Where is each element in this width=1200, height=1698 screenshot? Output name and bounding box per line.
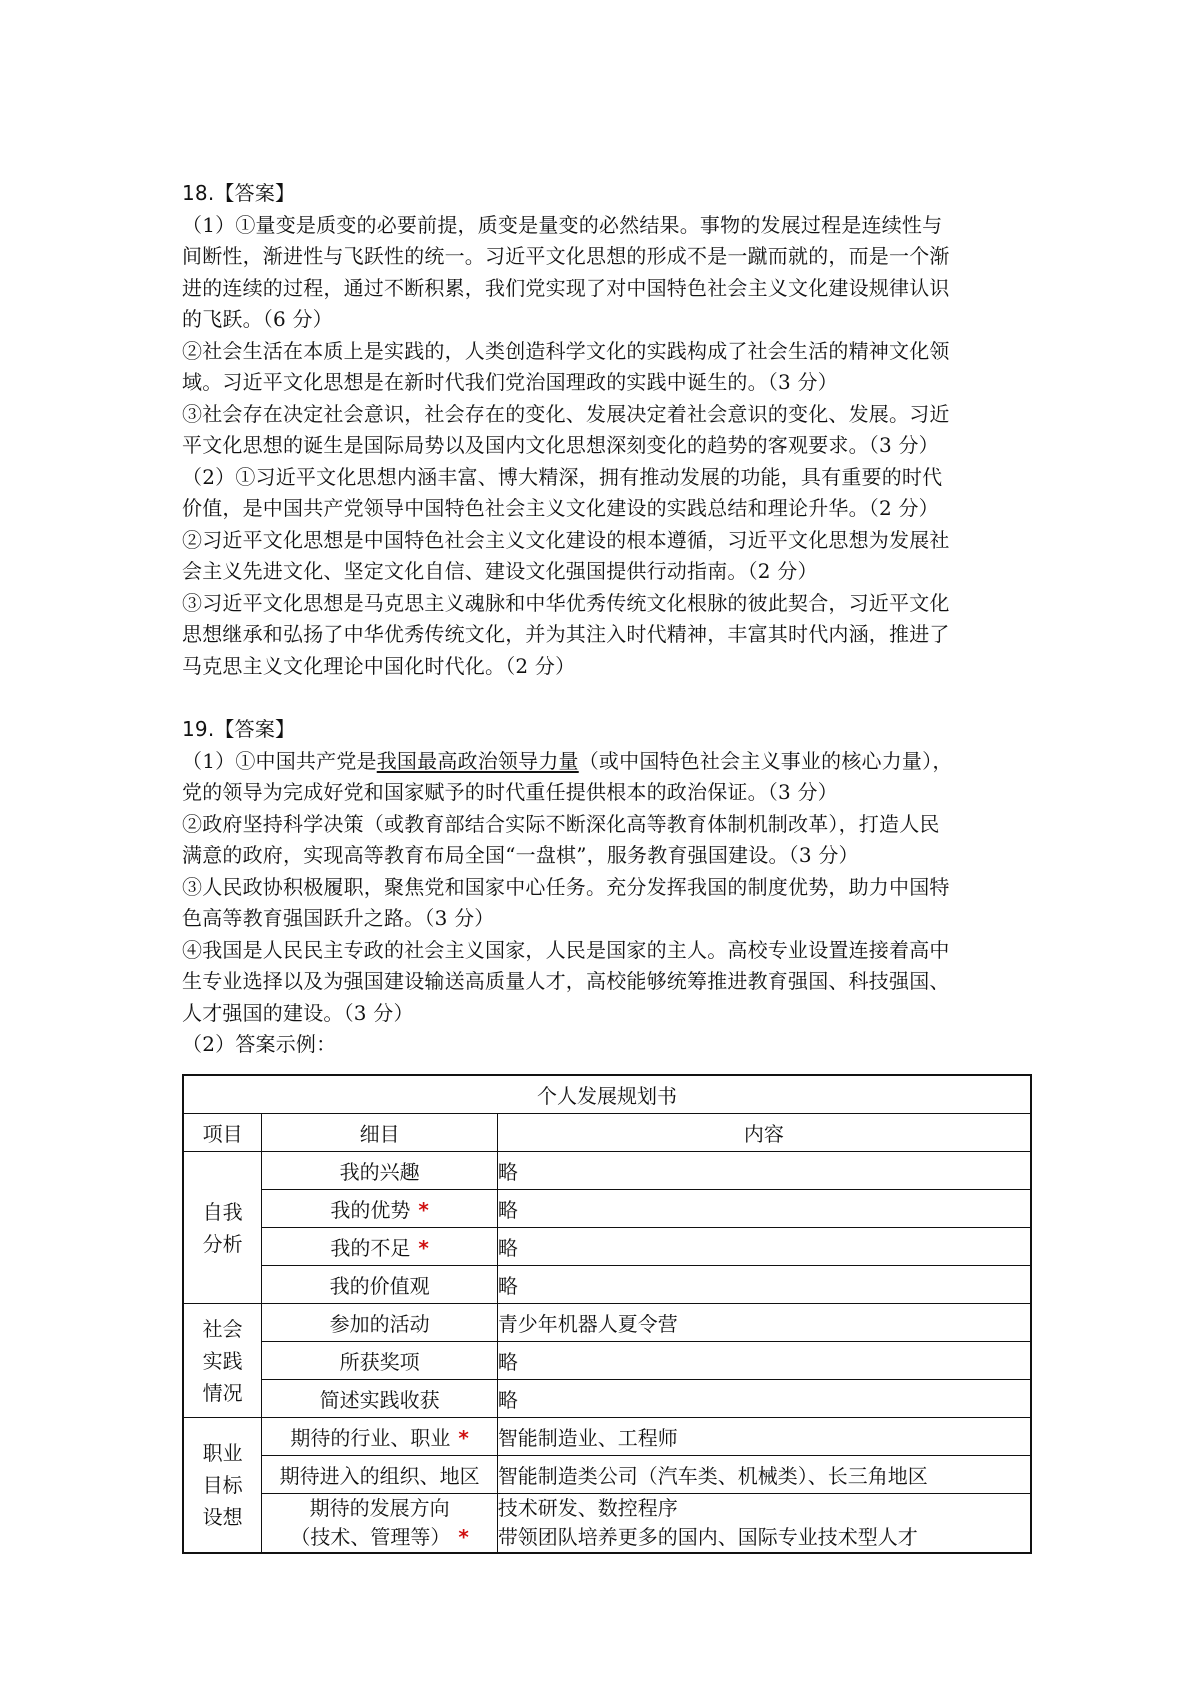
row-item: 我的优势 bbox=[330, 1198, 411, 1222]
group-label-line: 实践 bbox=[202, 1348, 243, 1373]
group-label-line: 自我 bbox=[202, 1199, 243, 1224]
table-row bbox=[183, 1228, 1031, 1266]
q18-line: 的飞跃。（6 分） bbox=[182, 307, 333, 331]
q19-line: ②政府坚持科学决策（或教育部结合实际不断深化高等教育体制机制改革），打造人民 bbox=[182, 811, 940, 836]
row-item-line: 期待的发展方向 bbox=[309, 1496, 450, 1520]
group-label-line: 目标 bbox=[202, 1473, 243, 1497]
table-row bbox=[183, 1304, 1031, 1342]
q18-line: ③习近平文化思想是马克思主义魂脉和中华优秀传统文化根脉的彼此契合，习近平文化 bbox=[182, 590, 950, 615]
row-item-cell bbox=[262, 1494, 497, 1554]
row-content: 略 bbox=[497, 1342, 1031, 1380]
row-content: 智能制造类公司（汽车类、机械类）、长三角地区 bbox=[497, 1456, 1031, 1494]
row-item: 期待进入的组织、地区 bbox=[262, 1456, 497, 1494]
q19-line: 生专业选择以及为强国建设输送高质量人才，高校能够统筹推进教育强国、科技强国、 bbox=[182, 969, 950, 993]
table-row bbox=[183, 1494, 1031, 1554]
table-header-row bbox=[183, 1114, 1031, 1152]
row-item: 期待的行业、职业 bbox=[290, 1426, 451, 1450]
table-row bbox=[183, 1456, 1031, 1494]
table-row bbox=[183, 1342, 1031, 1380]
group-label-line: 社会 bbox=[202, 1316, 243, 1341]
table-title-row bbox=[183, 1075, 1031, 1114]
row-item: 我的不足 bbox=[330, 1236, 411, 1260]
q18-answer-tag: 【答案】 bbox=[214, 181, 296, 205]
row-content: 略 bbox=[497, 1266, 1031, 1304]
column-header-item: 细目 bbox=[262, 1114, 497, 1152]
group-label-line: 职业 bbox=[202, 1441, 243, 1465]
group-self-analysis bbox=[183, 1152, 262, 1304]
q19-line: 满意的政府，实现高等教育布局全国“一盘棋”，服务教育强国建设。（3 分） bbox=[182, 843, 859, 867]
table-row bbox=[183, 1380, 1031, 1418]
column-header-content: 内容 bbox=[497, 1114, 1031, 1152]
group-career-goals bbox=[183, 1418, 262, 1554]
q19-first-line-pre: （1）①中国共产党是 bbox=[182, 748, 377, 773]
table-row bbox=[183, 1152, 1031, 1190]
row-item-line: （技术、管理等） bbox=[290, 1525, 451, 1549]
q18-line: ③社会存在决定社会意识，社会存在的变化、发展决定着社会意识的变化、发展。习近 bbox=[182, 401, 950, 426]
q18-line: 域。习近平文化思想是在新时代我们党治国理政的实践中诞生的。（3 分） bbox=[182, 370, 838, 394]
group-label-line: 情况 bbox=[202, 1380, 243, 1405]
q19-line: 党的领导为完成好党和国家赋予的时代重任提供根本的政治保证。（3 分） bbox=[182, 780, 838, 804]
q18-line: ②习近平文化思想是中国特色社会主义文化建设的根本遵循，习近平文化思想为发展社 bbox=[182, 527, 950, 552]
q19-answer-tag: 【答案】 bbox=[214, 717, 296, 741]
required-star-icon: * bbox=[458, 1426, 469, 1450]
q18-line: 进的连续的过程，通过不断积累，我们党实现了对中国特色社会主义文化建设规律认识 bbox=[182, 275, 950, 300]
row-content: 略 bbox=[497, 1380, 1031, 1418]
q18-line: ②社会生活在本质上是实践的，人类创造科学文化的实践构成了社会生活的精神文化领 bbox=[182, 338, 950, 363]
q19-heading bbox=[182, 714, 1022, 746]
section-spacer bbox=[182, 682, 1022, 714]
q18-number: 18. bbox=[182, 181, 215, 205]
row-item: 所获奖项 bbox=[262, 1342, 497, 1380]
row-content: 青少年机器人夏令营 bbox=[497, 1304, 1031, 1342]
row-content: 略 bbox=[497, 1228, 1031, 1266]
q18-line: （1）①量变是质变的必要前提，质变是量变的必然结果。事物的发展过程是连续性与 bbox=[182, 212, 943, 237]
q18-line: （2）①习近平文化思想内涵丰富、博大精深，拥有推动发展的功能，具有重要的时代 bbox=[182, 464, 943, 489]
row-content: 智能制造业、工程师 bbox=[497, 1418, 1031, 1456]
row-item-cell bbox=[262, 1190, 497, 1228]
row-item-cell bbox=[262, 1228, 497, 1266]
table-row bbox=[183, 1418, 1031, 1456]
personal-development-plan-table bbox=[182, 1074, 1032, 1554]
row-item-line-with-star bbox=[262, 1523, 496, 1552]
q19-line: 色高等教育强国跃升之路。（3 分） bbox=[182, 906, 495, 930]
q19-line: ④我国是人民民主专政的社会主义国家，人民是国家的主人。高校专业设置连接着高中 bbox=[182, 937, 950, 962]
q18-heading bbox=[182, 178, 1022, 210]
table-row bbox=[183, 1266, 1031, 1304]
q19-line: 人才强国的建设。（3 分） bbox=[182, 1000, 414, 1025]
q19-number: 19. bbox=[182, 717, 215, 741]
group-label-line: 分析 bbox=[202, 1231, 243, 1256]
q18-line: 平文化思想的诞生是国际局势以及国内文化思想深刻变化的趋势的客观要求。（3 分） bbox=[182, 433, 939, 457]
q19-first-line-post: （或中国特色社会主义事业的核心力量）， bbox=[578, 748, 953, 773]
q18-line: 思想继承和弘扬了中华优秀传统文化，并为其注入时代精神，丰富其时代内涵，推进了 bbox=[182, 622, 950, 646]
required-star-icon: * bbox=[418, 1236, 429, 1260]
q19-line: （2）答案示例： bbox=[182, 1032, 337, 1056]
table-row bbox=[183, 1190, 1031, 1228]
q19-underlined-phrase: 我国最高政治领导力量 bbox=[376, 748, 579, 773]
q18-line: 间断性，渐进性与飞跃性的统一。习近平文化思想的形成不是一蹴而就的，而是一个渐 bbox=[182, 244, 950, 268]
row-item: 我的兴趣 bbox=[262, 1152, 497, 1190]
row-item: 我的价值观 bbox=[262, 1266, 497, 1304]
row-content: 略 bbox=[497, 1190, 1031, 1228]
q18-line: 会主义先进文化、坚定文化自信、建设文化强国提供行动指南。（2 分） bbox=[182, 559, 818, 583]
row-item-cell bbox=[262, 1418, 497, 1456]
row-item: 参加的活动 bbox=[262, 1304, 497, 1342]
required-star-icon: * bbox=[458, 1525, 469, 1549]
q18-line: 价值，是中国共产党领导中国特色社会主义文化建设的实践总结和理论升华。（2 分） bbox=[182, 496, 939, 520]
group-social-practice bbox=[183, 1304, 262, 1418]
column-header-project: 项目 bbox=[183, 1114, 262, 1152]
row-content: 略 bbox=[497, 1152, 1031, 1190]
q19-first-line bbox=[182, 746, 1022, 778]
required-star-icon: * bbox=[418, 1198, 429, 1222]
q19-line: ③人民政协积极履职，聚焦党和国家中心任务。充分发挥我国的制度优势，助力中国特 bbox=[182, 874, 950, 899]
answer-document bbox=[182, 178, 1022, 1061]
row-content-line: 技术研发、数控程序 bbox=[497, 1496, 678, 1520]
q18-line: 马克思主义文化理论中国化时代化。（2 分） bbox=[182, 653, 576, 678]
table-title: 个人发展规划书 bbox=[183, 1075, 1031, 1114]
group-label-line: 设想 bbox=[202, 1505, 243, 1529]
row-item: 简述实践收获 bbox=[262, 1380, 497, 1418]
row-content-line: 带领团队培养更多的国内、国际专业技术型人才 bbox=[497, 1525, 918, 1549]
row-content-cell bbox=[497, 1494, 1031, 1554]
